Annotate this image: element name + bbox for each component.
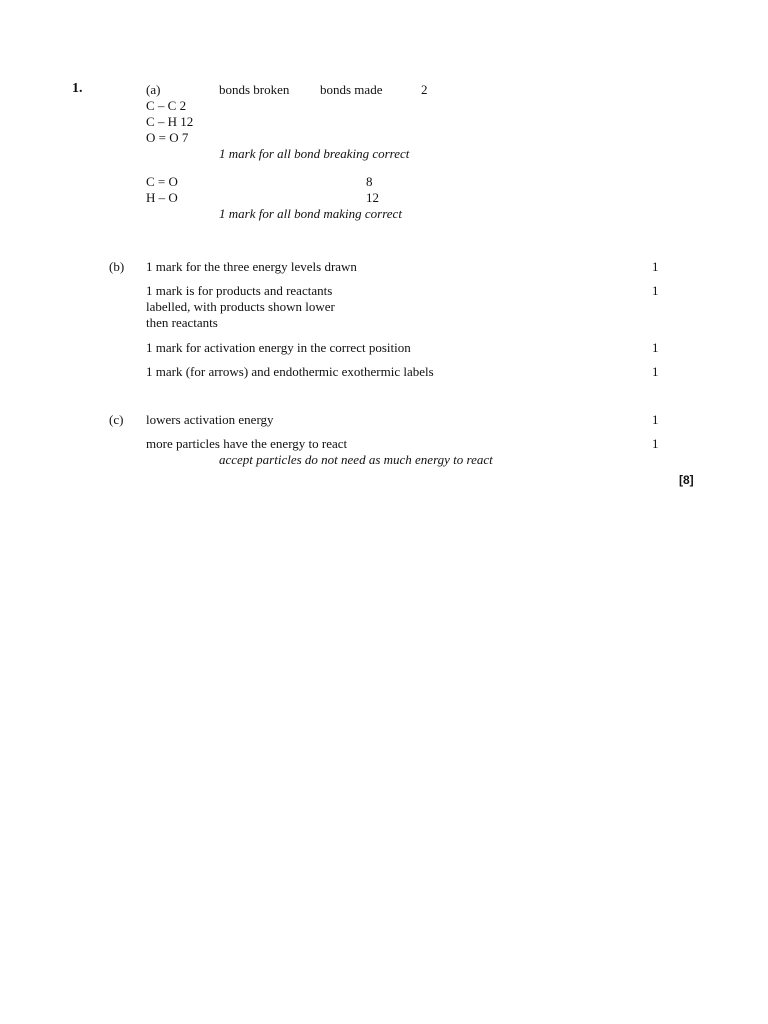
part-b-mark-3: 1	[652, 340, 659, 355]
broken-bond-cc: C – C 2	[146, 98, 187, 113]
part-b-row-2-line-1: 1 mark is for products and reactants	[146, 283, 333, 298]
part-c-label: (c)	[109, 412, 124, 427]
part-c-row-1: lowers activation energy	[146, 412, 274, 427]
made-bond-ho: H – O	[146, 190, 178, 205]
broken-bond-oo: O = O 7	[146, 130, 189, 145]
part-a-mark: 2	[421, 82, 428, 97]
bond-making-note: 1 mark for all bond making correct	[219, 206, 402, 221]
bond-breaking-note: 1 mark for all bond breaking correct	[219, 146, 410, 161]
made-bond-ho-count: 12	[366, 190, 379, 205]
part-c-mark-1: 1	[652, 412, 659, 427]
part-c-mark-2: 1	[652, 436, 659, 451]
broken-bond-ch: C – H 12	[146, 114, 194, 129]
question-number: 1.	[72, 81, 83, 96]
total-marks: [8]	[679, 473, 694, 487]
part-b-mark-1: 1	[652, 259, 659, 274]
part-b-mark-4: 1	[652, 364, 659, 379]
part-b-row-2-line-3: then reactants	[146, 315, 218, 330]
part-c-row-2: more particles have the energy to react	[146, 436, 348, 451]
part-b-row-4: 1 mark (for arrows) and endothermic exothermic labels	[146, 364, 434, 379]
part-b-row-1: 1 mark for the three energy levels drawn	[146, 259, 357, 274]
made-bond-co-count: 8	[366, 174, 373, 189]
part-b-label: (b)	[109, 259, 125, 274]
part-b-mark-2: 1	[652, 283, 659, 298]
bonds-broken-header: bonds broken	[219, 82, 290, 97]
made-bond-co: C = O	[146, 174, 178, 189]
bonds-made-header: bonds made	[320, 82, 383, 97]
part-c-note: accept particles do not need as much energy to react	[219, 452, 493, 467]
part-b-row-3: 1 mark for activation energy in the correct position	[146, 340, 411, 355]
part-b-row-2-line-2: labelled, with products shown lower	[146, 299, 335, 314]
part-a-label: (a)	[146, 82, 161, 97]
